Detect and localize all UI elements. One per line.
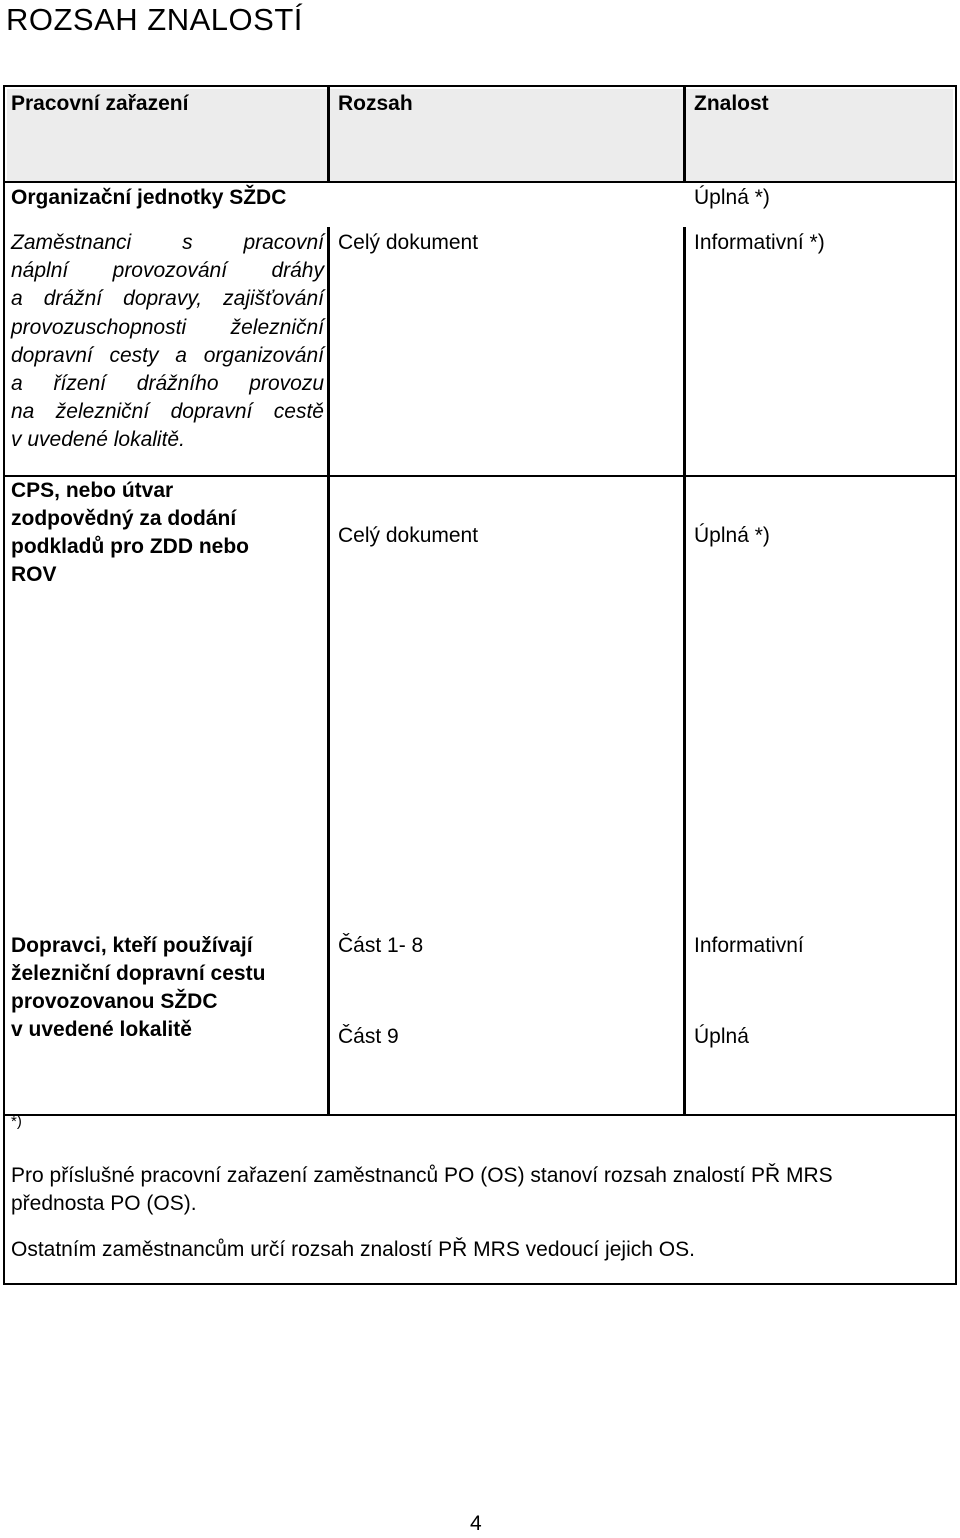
section1-znalost: Informativní *) [694,231,825,254]
header-divider [5,181,955,183]
column-divider-1-lower [327,227,330,475]
section3-label-line: železniční dopravní cestu [11,962,266,985]
section2-label-line: podkladů pro ZDD nebo [11,535,249,558]
section3-label-line: Dopravci, kteří používají [11,934,253,957]
column-divider-1-row2 [327,477,330,1115]
section3-label-line: provozovanou SŽDC [11,990,218,1013]
section2-label-line: ROV [11,563,57,586]
employees-line: na železniční dopravní cestě [11,400,324,424]
section3-znalost-1: Informativní [694,934,804,957]
section3-rozsah-2: Část 9 [338,1025,399,1048]
employees-line: dopravní cesty a organizování [11,343,324,367]
section3-label [11,932,265,1044]
column-divider-2-lower [683,227,686,475]
employees-line: v uvedené lokalitě. [11,428,185,452]
section2-znalost: Úplná *) [694,524,770,547]
header-znalost: Znalost [694,92,769,115]
column-divider-2 [683,87,686,181]
employees-line: a drážní dopravy, zajišťování [11,287,324,311]
page-number: 4 [470,1512,482,1535]
section2-label-line: CPS, nebo útvar [11,479,174,502]
section1-rozsah: Celý dokument [338,231,479,254]
employees-line: provozuschopnosti železniční [11,315,324,339]
section2-label [11,477,249,589]
section-label-organizacni-jednotky: Organizační jednotky SŽDC [11,186,287,209]
header-pracovni-zarazeni: Pracovní zařazení [11,92,189,115]
column-divider-2-row2 [683,477,686,1115]
footnote-text-1: Pro příslušné pracovní zařazení zaměstnanců PO (OS) stanoví rozsah znalostí PŘ MRS přednosta PO (OS). [11,1164,833,1215]
employees-line: Zaměstnanci s pracovní [11,231,324,254]
row-divider-2 [5,1114,955,1116]
section1-znalost-top: Úplná *) [694,186,770,209]
column-divider-1 [327,87,330,181]
header-rozsah: Rozsah [338,92,413,115]
footnote-text-2: Ostatním zaměstnancům určí rozsah znalostí PŘ MRS vedoucí jejich OS. [11,1238,695,1261]
page-title: ROZSAH ZNALOSTÍ [6,2,303,37]
section3-rozsah-1: Část 1- 8 [338,934,424,957]
employees-description [11,229,324,455]
section2-label-line: zodpovědný za dodání [11,507,237,530]
section3-znalost-2: Úplná [694,1025,749,1048]
employees-line: a řízení drážního provozu [11,372,324,396]
section2-rozsah: Celý dokument [338,524,479,547]
section3-label-line: v uvedené lokalitě [11,1018,192,1041]
employees-line: náplní provozování dráhy [11,259,324,283]
footnote-marker: *) [11,1113,22,1130]
